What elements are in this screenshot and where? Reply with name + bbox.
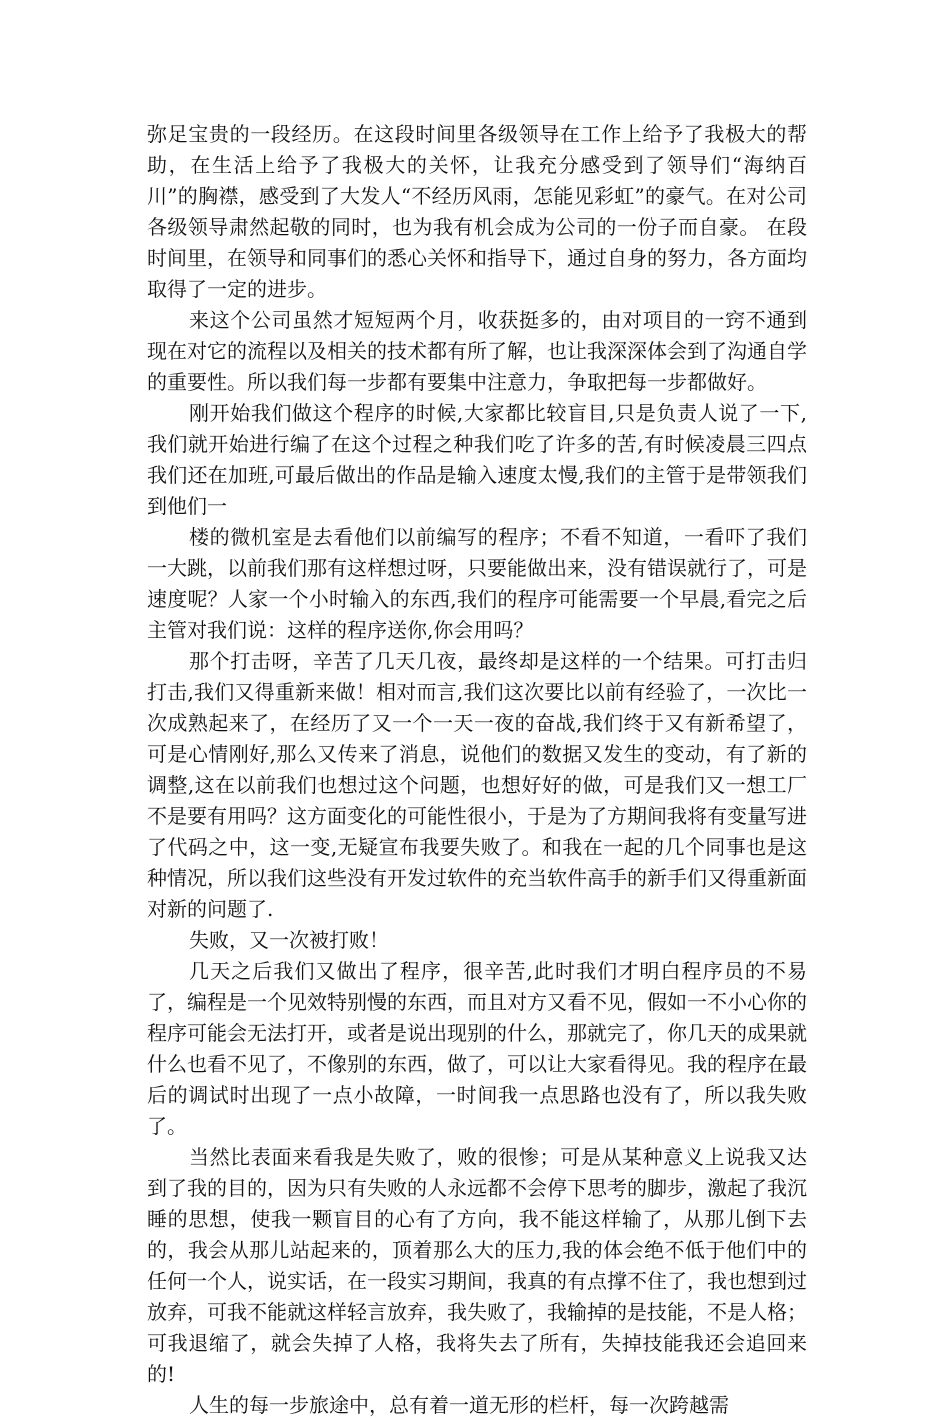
paragraph-3: 刚开始我们做这个程序的时候,大家都比较盲目,只是负责人说了一下,我们就开始进行编了在这个过程之种我们吃了许多的苦,有时候凌晨三四点我们还在加班,可最后做出的作品是输入速度太慢,我们的主管于是带领我们到他们一 — [147, 401, 807, 518]
paragraph-8: 当然比表面来看我是失败了，败的很惨；可是从某种意义上说我又达到了我的目的，因为只有失败的人永远都不会停下思考的脚步，激起了我沉睡的思想，使我一颗盲目的心有了方向，我不能这样输了，从那儿倒下去的，我会从那儿站起来的，顶着那么大的压力,我的体会绝不低于他们中的任何一个人，说实话，在一段实习期间，我真的有点撑不住了，我也想到过放弃，可我不能就这样轻言放弃，我失败了，我输掉的是技能，不是人格；可我退缩了，就会失掉了人格，我将失去了所有，失掉技能我还会追回来的! — [147, 1145, 807, 1386]
paragraph-5: 那个打击呀，辛苦了几天几夜，最终却是这样的一个结果。可打击归打击,我们又得重新来做！相对而言,我们这次要比以前有经验了，一次比一次成熟起来了，在经历了又一个一天一夜的奋战,我们终于又有新希望了，可是心情刚好,那么又传来了消息，说他们的数据又发生的变动，有了新的调整,这在以前我们也想过这个问题，也想好好的做，可是我们又一想工厂不是要有用吗？这方面变化的可能性很小，于是为了方期间我将有变量写进了代码之中，这一变,无疑宣布我要失败了。和我在一起的几个同事也是这种情况，所以我们这些没有开发过软件的充当软件高手的新手们又得重新面对新的问题了. — [147, 649, 807, 921]
paragraph-4: 楼的微机室是去看他们以前编写的程序；不看不知道，一看吓了我们一大跳，以前我们那有这样想过呀，只要能做出来，没有错误就行了，可是速度呢？人家一个小时输入的东西,我们的程序可能需要一个早晨,看完之后主管对我们说：这样的程序送你,你会用吗？ — [147, 525, 807, 642]
paragraph-6: 失败，又一次被打败！ — [189, 928, 389, 952]
paragraph-1: 弥足宝贵的一段经历。在这段时间里各级领导在工作上给予了我极大的帮助，在生活上给予了我极大的关怀，让我充分感受到了领导们“海纳百川”的胸襟，感受到了大发人“不经历风雨，怎能见彩虹”的豪气。在对公司各级领导肃然起敬的同时，也为我有机会成为公司的一份子而自豪。 在段时间里，在领导和同事们的悉心关怀和指导下，通过自身的努力，各方面均取得了一定的进步。 — [147, 122, 807, 301]
paragraph-7: 几天之后我们又做出了程序，很辛苦,此时我们才明白程序员的不易了，编程是一个见效特别慢的东西，而且对方又看不见，假如一不小心你的程序可能会无法打开，或者是说出现别的什么，那就完了，你几天的成果就什么也看不见了，不像别的东西，做了，可以让大家看得见。我的程序在最后的调试时出现了一点小故障，一时间我一点思路也没有了，所以我失败了。 — [147, 959, 807, 1138]
paragraph-9: 人生的每一步旅途中，总有着一道无形的栏杆，每一次跨越需 — [189, 1393, 729, 1417]
document-body — [147, 119, 807, 1421]
paragraph-2: 来这个公司虽然才短短两个月，收获挺多的，由对项目的一窍不通到现在对它的流程以及相关的技术都有所了解，也让我深深体会到了沟通自学的重要性。所以我们每一步都有要集中注意力，争取把每一步都做好。 — [147, 308, 807, 394]
